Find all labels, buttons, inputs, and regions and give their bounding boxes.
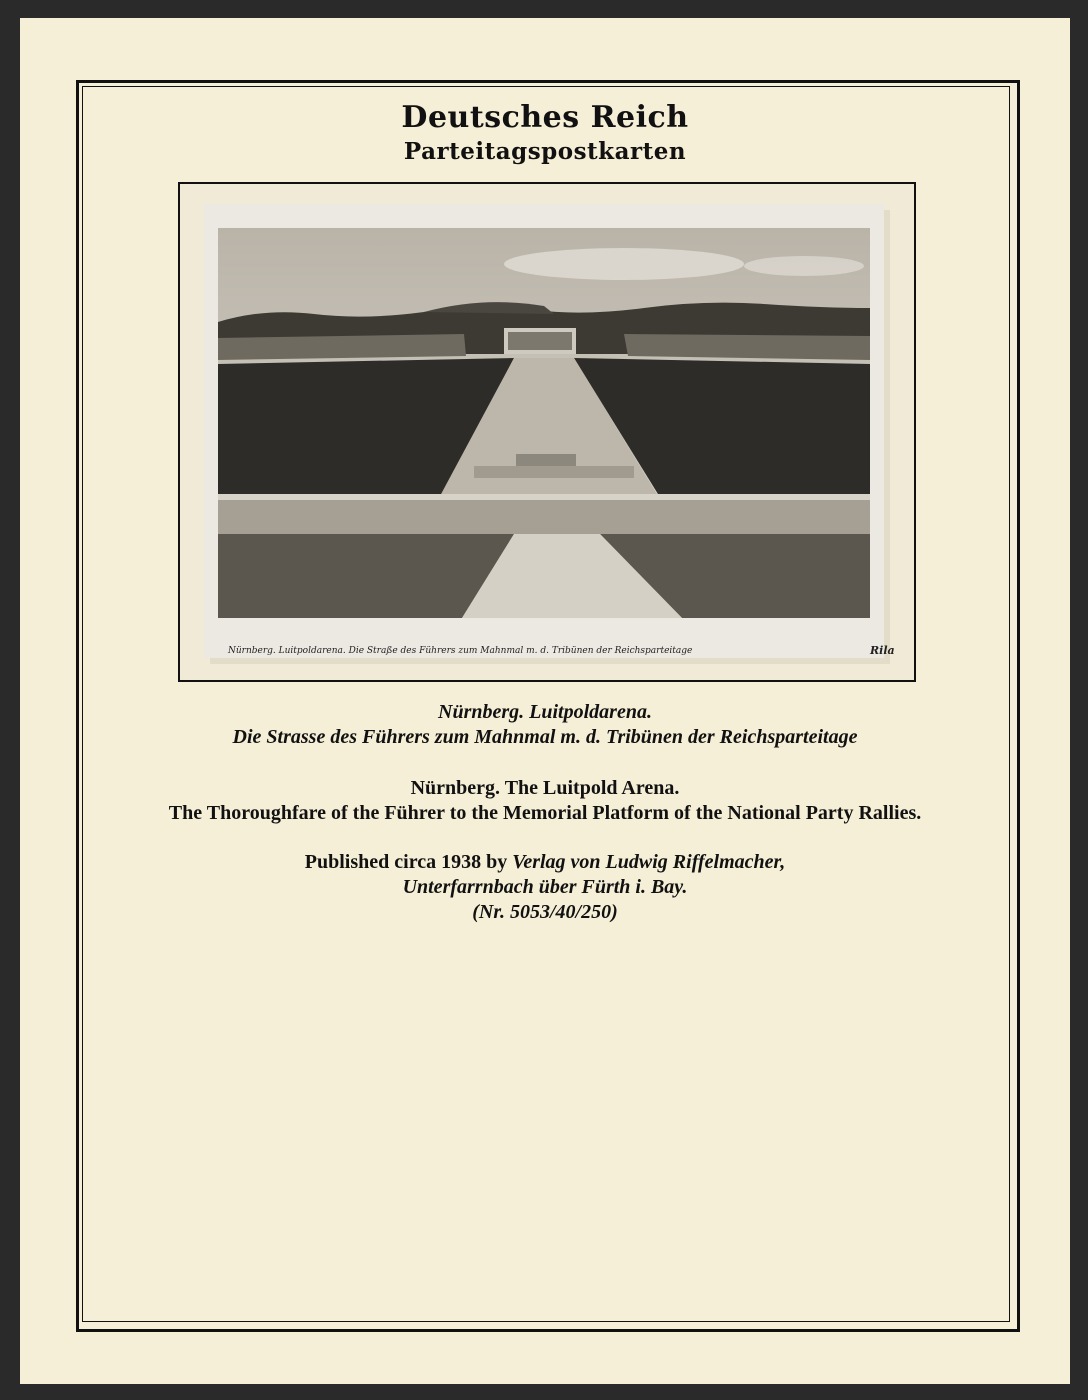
english-caption-line1: Nürnberg. The Luitpold Arena. bbox=[410, 777, 680, 799]
publisher-location: Unterfarrnbach über Fürth i. Bay. bbox=[402, 876, 688, 898]
page-title: Deutsches Reich bbox=[401, 100, 689, 135]
publisher-name: Verlag von Ludwig Riffelmacher, bbox=[512, 851, 786, 873]
album-page bbox=[20, 18, 1070, 1384]
publisher-number: (Nr. 5053/40/250) bbox=[472, 901, 618, 923]
english-caption bbox=[20, 776, 1070, 826]
postcard-caption: Nürnberg. Luitpoldarena. Die Straße des Führers zum Mahnmal m. d. Tribünen der Reichsparteitage bbox=[228, 646, 693, 656]
english-caption-line2: The Thoroughfare of the Führer to the Memorial Platform of the National Party Rallies. bbox=[168, 802, 922, 824]
postcard[interactable] bbox=[204, 204, 895, 658]
german-caption-line2: Die Strasse des Führers zum Mahnmal m. d. Tribünen der Reichsparteitage bbox=[232, 726, 858, 748]
photo-frame bbox=[178, 182, 916, 682]
publisher-line1 bbox=[20, 850, 1070, 875]
publisher-info bbox=[20, 850, 1070, 925]
german-caption bbox=[20, 700, 1070, 750]
publisher-prefix: Published circa 1938 by bbox=[304, 851, 513, 873]
page-subtitle: Parteitagspostkarten bbox=[403, 138, 687, 165]
german-caption-line1: Nürnberg. Luitpoldarena. bbox=[438, 701, 652, 723]
postcard-photo bbox=[204, 204, 884, 658]
postcard-publisher-mark: Rila bbox=[870, 644, 895, 657]
